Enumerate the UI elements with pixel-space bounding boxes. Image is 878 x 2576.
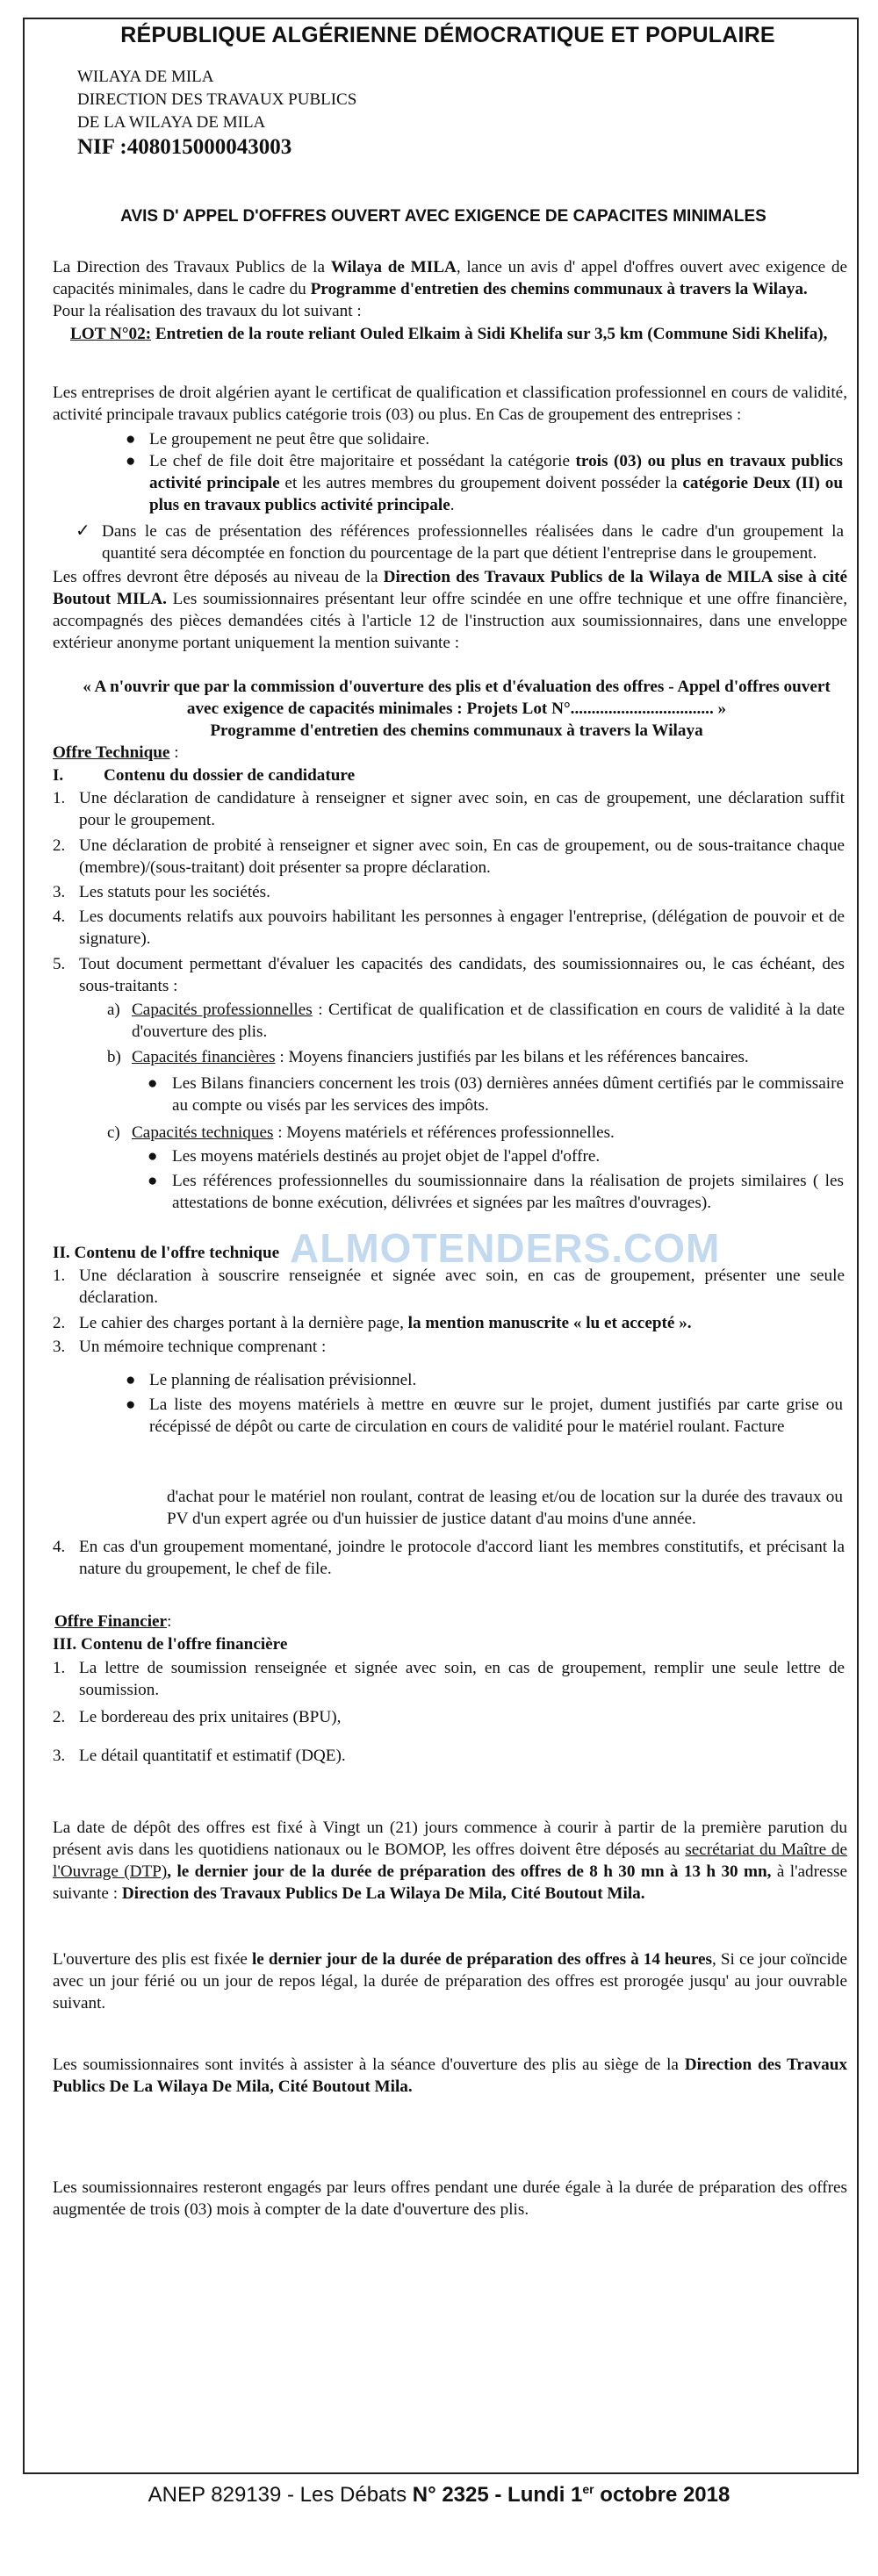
direction-line: DIRECTION DES TRAVAUX PUBLICS <box>77 90 357 109</box>
bullet-dot: ● <box>148 1074 158 1093</box>
wilaya-line: WILAYA DE MILA <box>77 68 214 86</box>
capacites-document: Tout document permettant d'évaluer les capacités des candidats, des soumissionnaires ou, le cas échéant, des sous-traitants : <box>79 955 845 995</box>
item-number: 3. <box>53 883 66 901</box>
groupement-solidaire: Le groupement ne peut être que solidaire. <box>149 430 430 448</box>
wilaya-direction-line: DE LA WILAYA DE MILA <box>77 113 266 132</box>
bullet-dot: ● <box>126 1371 136 1389</box>
groupement-momentane: En cas d'un groupement momentané, joindre le protocole d'accord liant les membres constitutifs, et précisant la nature du groupement, le chef de file. <box>79 1538 845 1578</box>
item-letter: b) <box>107 1048 121 1066</box>
declaration-probite: Une déclaration de probité à renseigner et signer avec soin, En cas de groupement, ou de sous-traitance chaque (membre)/(sous-traitant) doit présenter sa propre déclaration. <box>79 836 845 877</box>
bullet-dot: ● <box>126 1396 136 1414</box>
documents-pouvoirs: Les documents relatifs aux pouvoirs habilitant les personnes à engager l'entreprise, (délégation de pouvoir et de signature). <box>79 908 845 948</box>
statuts-societes: Les statuts pour les sociétés. <box>79 883 270 901</box>
item-number: 3. <box>53 1747 66 1765</box>
watermark: ALMOTENDERS.COM <box>290 1225 721 1271</box>
bullet-dot: ● <box>148 1172 158 1190</box>
bullet-dot: ● <box>126 452 136 470</box>
declaration-candidature: Une déclaration de candidature à renseigner et signer avec soin, en cas de groupement, une déclaration suffit pour le groupement. <box>79 789 845 829</box>
footer-reference: ANEP 829139 - Les Débats N° 2325 - Lundi 1er octobre 2018 <box>148 2482 730 2507</box>
offre-technique-heading: Offre Technique : <box>53 743 179 762</box>
bordereau-prix: Le bordereau des prix unitaires (BPU), <box>79 1708 342 1726</box>
republic-title: RÉPUBLIQUE ALGÉRIENNE DÉMOCRATIQUE ET POPULAIRE <box>120 23 775 47</box>
bullet-dot: ● <box>148 1147 158 1166</box>
envelope-mention: « A n'ouvrir que par la commission d'ouverture des plis et d'évaluation des offres - Appel d'offres ouvert avec exigence de capacités minimales : Projets Lot N°.................................. » <box>83 678 831 718</box>
item-number: 2. <box>53 1314 66 1332</box>
references-professionnelles: Les références professionnelles du soumissionnaire dans la réalisation de projets similaires ( les attestations de bonne exécution, délivrées et signées par les maîtres d'ouvrages). <box>172 1172 844 1212</box>
declaration-souscrire: Une déclaration à souscrire renseignée et signée avec soin, en cas de groupement, présenter une seule déclaration. <box>79 1266 845 1307</box>
item-number: 2. <box>53 1708 66 1726</box>
memoire-technique: Un mémoire technique comprenant : <box>79 1338 327 1356</box>
cahier-des-charges: Le cahier des charges portant à la dernière page, la mention manuscrite « lu et accepté ». <box>79 1314 692 1332</box>
item-number: 5. <box>53 955 66 973</box>
detail-quantitatif: Le détail quantitatif et estimatif (DQE). <box>79 1747 346 1765</box>
avis-title: AVIS D' APPEL D'OFFRES OUVERT AVEC EXIGENCE DE CAPACITES MINIMALES <box>120 207 766 226</box>
item-number: 1. <box>53 789 66 807</box>
item-letter: c) <box>107 1123 120 1142</box>
bilans-financiers: Les Bilans financiers concernent les trois (03) dernières années dûment certifiés par le commissaire au compte ou visés par les services des impôts. <box>172 1074 844 1115</box>
engagement-paragraph: Les soumissionnaires resteront engagés par leurs offres pendant une durée égale à la durée de préparation des offres augmentée de trois (03) mois à compter de la date d'ouverture des plis. <box>53 2178 847 2219</box>
chef-de-file-text: Le chef de file doit être majoritaire et possédant la catégorie trois (03) ou plus en travaux publics activité principale et les autres membres du groupement doivent posséder la catégorie Deux (II) ou plus en travaux publics activité principale. <box>149 452 844 514</box>
depot-paragraph: Les offres devront être déposés au niveau de la Direction des Travaux Publics de la Wilaya de MILA sise à cité Boutout MILA. Les soumissionnaires présentant leur offre scindée en une offre technique et une offre financière, accompagnés des pièces demandées cités à l'article 12 de l'instruction aux soumissionnaires, dans une enveloppe extérieur anonyme portant uniquement la mention suivante : <box>53 568 847 652</box>
programme-mention: Programme d'entretien des chemins communaux à travers la Wilaya <box>210 721 703 740</box>
liste-moyens-suite: d'achat pour le matériel non roulant, contrat de leasing et/ou de location sur la durée des travaux ou PV d'un expert agrée ou d'un huissier de justice datant d'au moins d'une année. <box>167 1488 843 1528</box>
section-i-number: I. <box>53 766 64 785</box>
planning-realisation: Le planning de réalisation prévisionnel. <box>149 1371 417 1389</box>
item-number: 1. <box>53 1659 66 1677</box>
item-number: 4. <box>53 1538 66 1556</box>
offre-financier-heading: Offre Financier: <box>54 1612 172 1631</box>
seance-ouverture-paragraph: Les soumissionnaires sont invités à assister à la séance d'ouverture des plis au siège de la Direction des Travaux Publics De La Wilaya De Mila, Cité Boutout Mila. <box>53 2056 847 2096</box>
checkmark-icon: ✓ <box>76 521 90 541</box>
item-number: 4. <box>53 908 66 926</box>
lettre-soumission: La lettre de soumission renseignée et signée avec soin, en cas de groupement, remplir une seule lettre de soumission. <box>79 1659 845 1699</box>
section-ii-title: II. Contenu de l'offre technique <box>53 1244 280 1262</box>
capacites-professionnelles: Capacités professionnelles : Certificat de qualification et de classification en cours de validité à la date d'ouverture des plis. <box>132 1001 845 1041</box>
item-number: 1. <box>53 1266 66 1285</box>
liste-moyens-materiels: La liste des moyens matériels à mettre en œuvre sur le projet, dument justifiés par carte grise ou récépissé de dépôt ou carte de circulation en cours de validité pour le matériel roulant. Facture <box>149 1396 843 1436</box>
date-depot-paragraph: La date de dépôt des offres est fixé à Vingt un (21) jours commence à courir à partir de la première parution du présent avis dans les quotidiens nationaux ou le BOMOP, les offres doivent être déposés au secrétariat du Maître de l'Ouvrage (DTP), le dernier jour de la durée de préparation des offres de 8 h 30 mn à 13 h 30 mn, à l'adresse suivante : Direction des Travaux Publics De La Wilaya De Mila, Cité Boutout Mila. <box>53 1819 848 1903</box>
moyens-materiels: Les moyens matériels destinés au projet objet de l'appel d'offre. <box>172 1147 601 1166</box>
references-groupement: Dans le cas de présentation des références professionnelles réalisées dans le cadre d'un groupement la quantité sera décomptée en fonction du pourcentage de la part que détient l'entreprise dans le groupement. <box>102 522 844 563</box>
ouverture-plis-paragraph: L'ouverture des plis est fixée le dernier jour de la durée de préparation des offres à 14 heures, Si ce jour coïncide avec un jour férié ou un jour de repos légal, la durée de préparation des offres est prorogée jusqu' au jour ouvrable suivant. <box>53 1950 847 2013</box>
nif-number: NIF :408015000043003 <box>77 135 292 159</box>
bullet-dot: ● <box>126 430 136 448</box>
item-letter: a) <box>107 1001 120 1019</box>
capacites-financieres: Capacités financières : Moyens financiers justifiés par les bilans et les références bancaires. <box>132 1048 749 1066</box>
eligibility-paragraph: Les entreprises de droit algérien ayant le certificat de qualification et classification professionnel en cours de validité, activité principale travaux publics catégorie trois (03) ou plus. En Cas de groupement des entreprises : <box>53 384 847 424</box>
intro-paragraph: La Direction des Travaux Publics de la Wilaya de MILA, lance un avis d' appel d'offres ouvert avec exigence de capacités minimales, dans le cadre du Programme d'entretien des chemins communaux à travers la Wilaya. Pour la réalisation des travaux du lot suivant : <box>53 258 847 320</box>
section-i-title: Contenu du dossier de candidature <box>104 766 356 785</box>
lot-line: LOT N°02: Entretien de la route reliant Ouled Elkaim à Sidi Khelifa sur 3,5 km (Commune Sidi Khelifa), <box>70 325 828 343</box>
section-iii-title: III. Contenu de l'offre financière <box>53 1635 288 1654</box>
item-number: 2. <box>53 836 66 855</box>
item-number: 3. <box>53 1338 66 1356</box>
capacites-techniques: Capacités techniques : Moyens matériels et références professionnelles. <box>132 1123 615 1142</box>
